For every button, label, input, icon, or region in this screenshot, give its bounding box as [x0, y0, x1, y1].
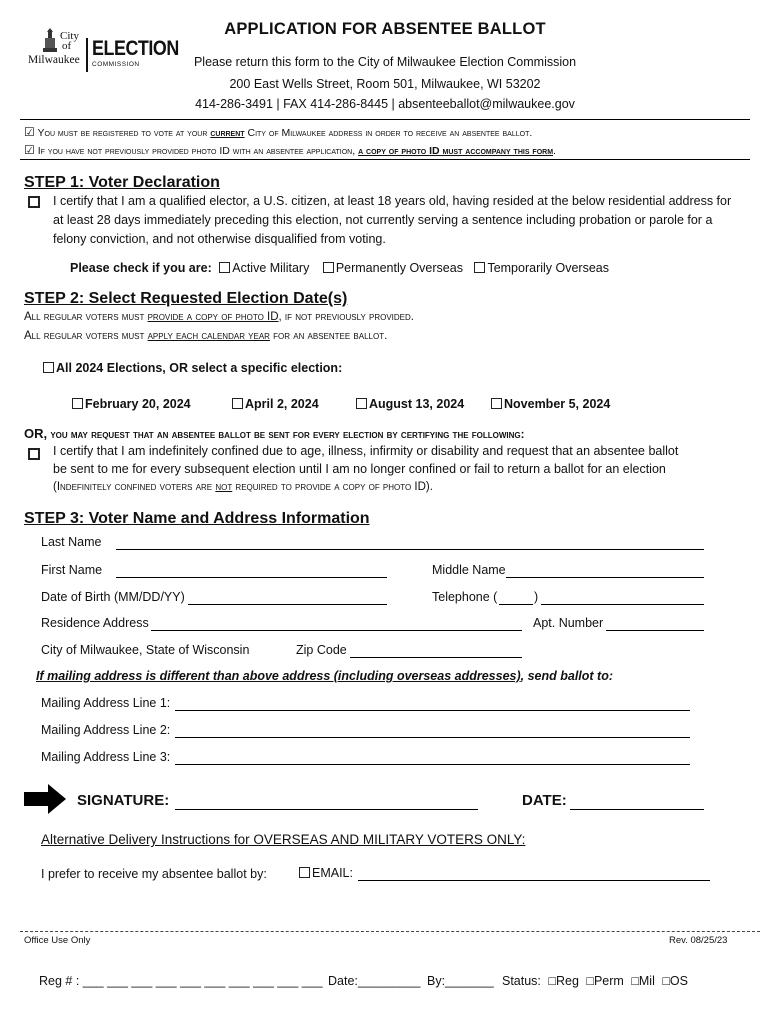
email-label: EMAIL:: [312, 866, 353, 880]
notices-box: [20, 119, 750, 160]
notice-photo-id: ☑ If you have not previously provided photo ID with an absentee application, a copy of photo ID must accompany this form.: [24, 143, 556, 157]
office-use-divider: [20, 931, 760, 932]
date-option-feb: February 20, 2024: [72, 397, 191, 411]
city-state-text: City of Milwaukee, State of Wisconsin: [41, 643, 250, 657]
logo-election-text: ELECTION: [92, 37, 179, 60]
all-elections-label: All 2024 Elections, OR select a specific election:: [56, 361, 343, 375]
residence-field[interactable]: [151, 616, 522, 631]
residence-label: Residence Address: [41, 616, 149, 630]
office-use-label: Office Use Only: [24, 935, 91, 946]
mailing-line1-field[interactable]: [175, 696, 690, 711]
date-option-aug: August 13, 2024: [356, 397, 464, 411]
nov-5-checkbox[interactable]: [491, 398, 502, 409]
calendar-year-requirement: All regular voters must apply each calendar year for an absentee ballot.: [24, 330, 388, 342]
step1-heading: STEP 1: Voter Declaration: [24, 174, 220, 191]
office-address: 200 East Wells Street, Room 501, Milwaukee, WI 53202: [229, 77, 541, 91]
declaration-text-2: at least 28 days immediately preceding this election, not currently serving a sentence including probation or parole for a: [53, 213, 713, 227]
mailing-line2-field[interactable]: [175, 723, 690, 738]
dob-field[interactable]: [188, 590, 387, 605]
mailing-line2-label: Mailing Address Line 2:: [41, 723, 171, 737]
email-checkbox[interactable]: [299, 867, 310, 878]
telephone-field[interactable]: [541, 590, 704, 605]
area-code-field[interactable]: [499, 590, 533, 605]
logo-of-text: of: [62, 40, 72, 52]
logo-city-text: City: [60, 30, 79, 42]
photo-id-requirement: All regular voters must provide a copy of photo ID, if not previously provided.: [24, 311, 414, 323]
city-of-milwaukee-logo: [28, 28, 84, 74]
contact-info: 414-286-3491 | FAX 414-286-8445 | absenteeballot@milwaukee.gov: [195, 97, 575, 111]
declaration-text-3: felony conviction, and not otherwise disqualified from voting.: [53, 232, 386, 246]
active-military-checkbox[interactable]: [219, 262, 230, 273]
please-check-label: Please check if you are:: [70, 261, 212, 275]
telephone-label: Telephone (: [432, 590, 498, 604]
step3-heading: STEP 3: Voter Name and Address Information: [24, 510, 370, 527]
dob-label: Date of Birth (MM/DD/YY): [41, 590, 185, 604]
aug-13-checkbox[interactable]: [356, 398, 367, 409]
reg-number-field: Reg # : ___ ___ ___ ___ ___ ___ ___ ___ ___ ___: [39, 974, 323, 988]
last-name-field[interactable]: [116, 535, 704, 550]
revision-label: Rev. 08/25/23: [669, 935, 728, 946]
permanently-overseas-checkbox[interactable]: [323, 262, 334, 273]
city-hall-icon: [42, 28, 60, 54]
declaration-text-1: I certify that I am a qualified elector, a U.S. citizen, at least 18 years old, having resided at the below residential address for: [53, 194, 732, 208]
checked-box-icon: ☑: [24, 125, 35, 139]
last-name-label: Last Name: [41, 535, 102, 549]
indefinitely-confined-intro: OR, you may request that an absentee ballot be sent for every election by certifying the following:: [24, 426, 525, 441]
mailing-note: If mailing address is different than above address (including overseas addresses), send ballot to:: [36, 669, 614, 683]
temporarily-overseas-checkbox[interactable]: [474, 262, 485, 273]
office-date-field: Date:_________: [328, 974, 421, 988]
all-elections-row: [43, 361, 342, 375]
active-military-label: Active Military: [232, 261, 310, 275]
indefinitely-confined-checkbox[interactable]: [28, 448, 40, 460]
signature-field[interactable]: [175, 792, 478, 810]
email-field[interactable]: [358, 866, 710, 881]
first-name-label: First Name: [41, 563, 103, 577]
status-reg-box: □: [548, 974, 556, 988]
zip-label: Zip Code: [296, 643, 347, 657]
email-option: [299, 866, 353, 880]
all-elections-checkbox[interactable]: [43, 362, 54, 373]
mailing-line3-label: Mailing Address Line 3:: [41, 750, 171, 764]
overseas-heading: Alternative Delivery Instructions for OVERSEAS AND MILITARY VOTERS ONLY:: [41, 832, 526, 847]
logo-milwaukee-text: Milwaukee: [28, 54, 80, 66]
apt-field[interactable]: [606, 616, 704, 631]
status-os-box: □: [662, 974, 670, 988]
return-instructions: Please return this form to the City of Milwaukee Election Commission: [193, 55, 577, 69]
date-option-apr: April 2, 2024: [232, 397, 319, 411]
apt-label: Apt. Number: [533, 616, 604, 630]
first-name-field[interactable]: [116, 563, 387, 578]
feb-20-checkbox[interactable]: [72, 398, 83, 409]
military-options-row: [70, 261, 609, 275]
checked-box-icon: ☑: [24, 143, 35, 157]
middle-name-label: Middle Name: [432, 563, 506, 577]
prefer-delivery-label: I prefer to receive my absentee ballot by:: [41, 867, 267, 881]
status-perm-box: □: [586, 974, 594, 988]
date-label: DATE:: [522, 792, 567, 809]
step2-heading: STEP 2: Select Requested Election Date(s): [24, 290, 348, 307]
election-dates-row: [0, 397, 770, 415]
date-field[interactable]: [570, 792, 704, 810]
arrow-right-icon: [24, 784, 66, 814]
date-option-nov: November 5, 2024: [491, 397, 610, 411]
logo-commission-text: COMMISSION: [92, 61, 140, 68]
apr-2-checkbox[interactable]: [232, 398, 243, 409]
temporarily-overseas-label: Temporarily Overseas: [487, 261, 610, 275]
signature-label: SIGNATURE:: [77, 792, 170, 809]
notice-registration: ☑ You must be registered to vote at your current City of Milwaukee address in order to receive an absentee ballot.: [24, 125, 533, 139]
mailing-line3-field[interactable]: [175, 750, 690, 765]
middle-name-field[interactable]: [506, 563, 704, 578]
permanently-overseas-label: Permanently Overseas: [335, 261, 463, 275]
office-status-row: Status: □Reg □Perm □Mil □OS: [502, 974, 688, 988]
office-by-field: By:_______: [427, 974, 494, 988]
mailing-line1-label: Mailing Address Line 1:: [41, 696, 171, 710]
zip-field[interactable]: [350, 643, 522, 658]
status-mil-box: □: [631, 974, 639, 988]
confined-text-2: be sent to me for every subsequent election until I am no longer confined or fail to return a ballot for an election: [53, 462, 666, 476]
telephone-paren: ): [534, 590, 539, 604]
confined-text-3: (Indefinitely confined voters are not required to provide a copy of photo ID).: [53, 481, 433, 493]
confined-text-1: I certify that I am indefinitely confined due to age, illness, infirmity or disability and request that an absentee ballot: [53, 444, 679, 458]
voter-declaration-checkbox[interactable]: [28, 196, 40, 208]
page-title: APPLICATION FOR ABSENTEE BALLOT: [224, 20, 546, 38]
